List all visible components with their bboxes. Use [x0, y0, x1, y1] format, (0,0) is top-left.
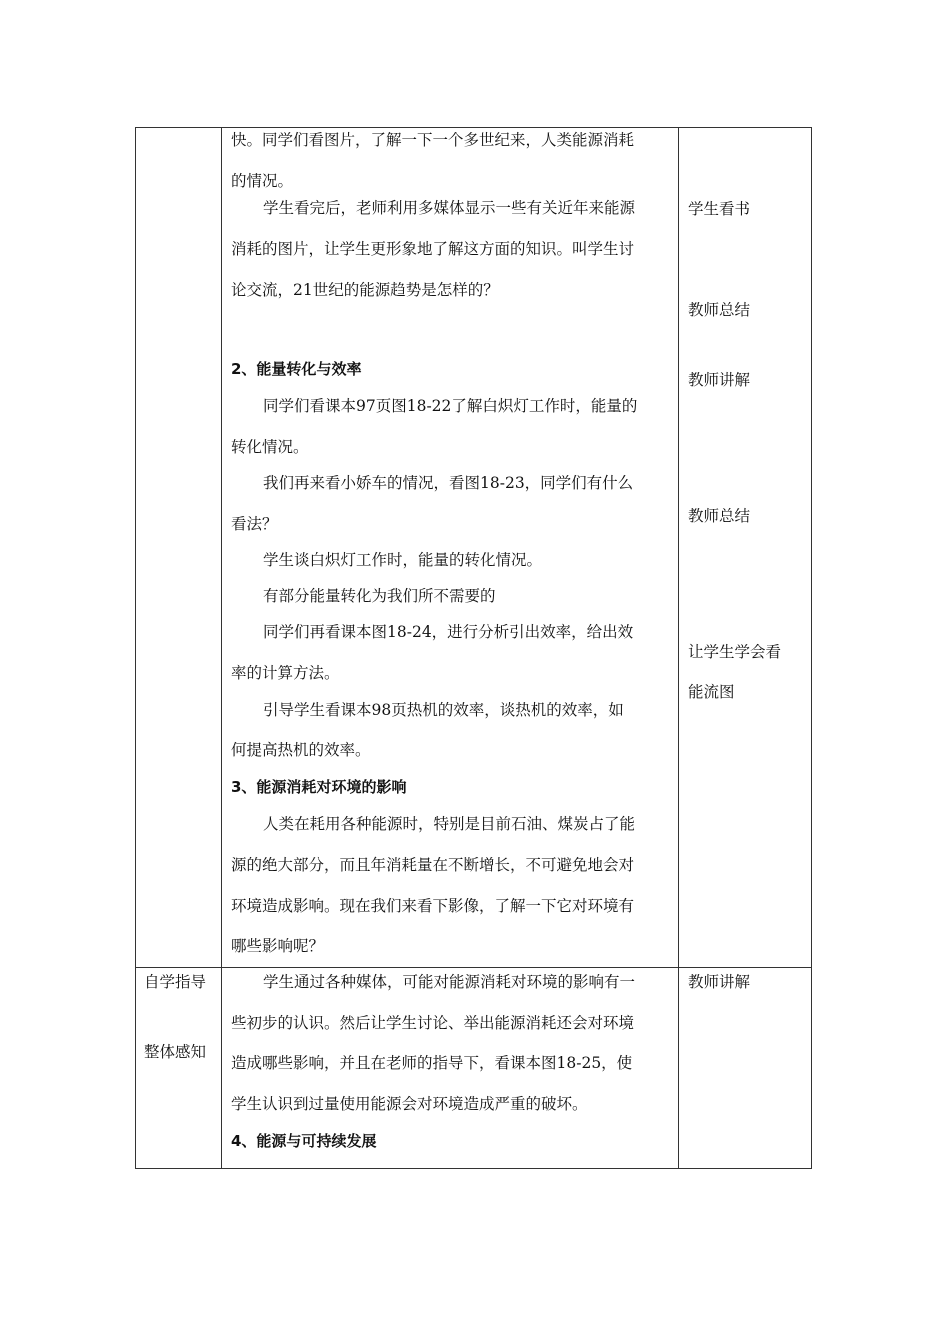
- section-heading: 4、能源与可持续发展: [231, 1132, 377, 1150]
- section-heading: 3、能源消耗对环境的影响: [231, 778, 407, 796]
- content-line: 快。同学们看图片，了解一下一个多世纪来，人类能源消耗: [231, 131, 635, 149]
- content-line: 同学们看课本97页图18-22了解白炽灯工作时，能量的: [263, 397, 638, 415]
- content-line: 有部分能量转化为我们所不需要的: [263, 587, 496, 605]
- section-heading: 2、能量转化与效率: [231, 360, 362, 378]
- content-line: 看法？: [231, 515, 278, 533]
- content-line: 些初步的认识。然后让学生讨论、举出能源消耗还会对环境: [231, 1014, 635, 1032]
- activity-note: 教师总结: [688, 507, 751, 525]
- activity-note: 教师讲解: [688, 371, 751, 389]
- activity-note: 教师讲解: [688, 973, 751, 991]
- content-line: 学生谈白炽灯工作时，能量的转化情况。: [263, 551, 543, 569]
- activity-cell: [679, 968, 812, 1169]
- stage-cell: [136, 128, 222, 968]
- content-line: 我们再来看小娇车的情况，看图18-23，同学们有什么: [263, 474, 634, 492]
- content-line: 人类在耗用各种能源时，特别是目前石油、煤炭占了能: [263, 815, 636, 833]
- stage-cell: [136, 968, 222, 1169]
- table-row: [136, 968, 812, 1169]
- content-line: 转化情况。: [231, 438, 309, 456]
- activity-note: 让学生学会看: [688, 643, 782, 661]
- content-line: 论交流，21世纪的能源趋势是怎样的？: [231, 281, 499, 299]
- content-line: 消耗的图片，让学生更形象地了解这方面的知识。叫学生讨: [231, 240, 635, 258]
- content-line: 学生认识到过量使用能源会对环境造成严重的破坏。: [231, 1095, 588, 1113]
- content-line: 的情况。: [231, 172, 294, 190]
- table-row: [136, 128, 812, 968]
- content-line: 引导学生看课本98页热机的效率，谈热机的效率，如: [263, 701, 624, 719]
- content-cell: [222, 128, 679, 968]
- content-line: 环境造成影响。现在我们来看下影像，了解一下它对环境有: [231, 897, 635, 915]
- content-line: 同学们再看课本图18-24，进行分析引出效率，给出效: [263, 623, 634, 641]
- content-line: 哪些影响呢？: [231, 937, 325, 955]
- content-line: 率的计算方法。: [231, 664, 340, 682]
- content-line: 何提高热机的效率。: [231, 741, 371, 759]
- content-line: 学生看完后，老师利用多媒体显示一些有关近年来能源: [263, 199, 636, 217]
- content-line: 学生通过各种媒体，可能对能源消耗对环境的影响有一: [263, 973, 636, 991]
- activity-note: 能流图: [688, 683, 735, 701]
- content-line: 源的绝大部分，而且年消耗量在不断增长，不可避免地会对: [231, 856, 635, 874]
- stage-label: 自学指导: [144, 973, 207, 991]
- activity-note: 教师总结: [688, 301, 751, 319]
- activity-note: 学生看书: [688, 200, 751, 218]
- activity-cell: [679, 128, 812, 968]
- content-cell: [222, 968, 679, 1169]
- stage-label: 整体感知: [144, 1043, 207, 1061]
- lesson-plan-table: [135, 127, 812, 1169]
- content-line: 造成哪些影响，并且在老师的指导下，看课本图18-25，使: [231, 1054, 633, 1072]
